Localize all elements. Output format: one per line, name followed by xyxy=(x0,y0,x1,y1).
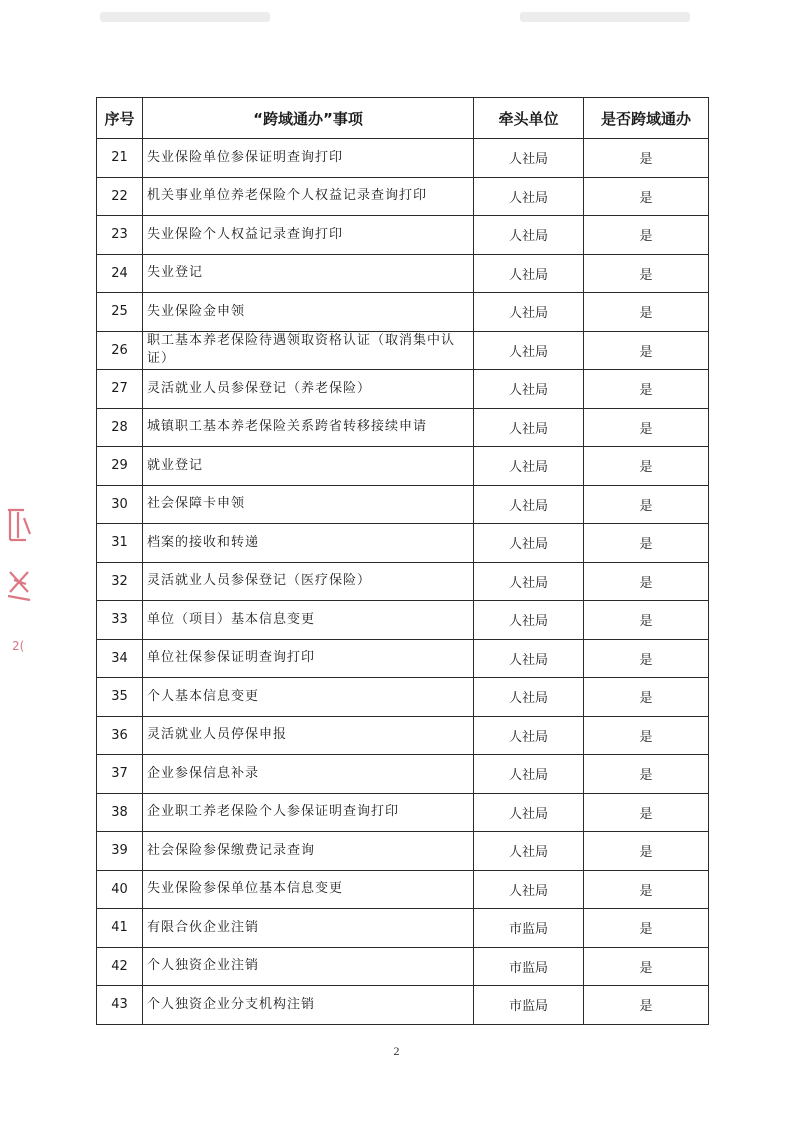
row-item-name: 个人独资企业注销 xyxy=(143,947,474,986)
row-lead-department: 人社局 xyxy=(474,485,584,524)
row-cross-region-flag: 是 xyxy=(584,139,709,178)
table-row xyxy=(97,716,709,755)
row-lead-department: 人社局 xyxy=(474,447,584,486)
table-row xyxy=(97,485,709,524)
row-cross-region-flag: 是 xyxy=(584,216,709,255)
row-item-name: 社会保险参保缴费记录查询 xyxy=(143,832,474,871)
table-row xyxy=(97,639,709,678)
row-lead-department: 人社局 xyxy=(474,254,584,293)
row-lead-department: 人社局 xyxy=(474,639,584,678)
row-cross-region-flag: 是 xyxy=(584,254,709,293)
row-serial-number: 43 xyxy=(97,986,143,1025)
row-lead-department: 人社局 xyxy=(474,716,584,755)
row-serial-number: 30 xyxy=(97,485,143,524)
table-row xyxy=(97,177,709,216)
row-lead-department: 人社局 xyxy=(474,331,584,370)
row-serial-number: 28 xyxy=(97,408,143,447)
row-item-name: 城镇职工基本养老保险关系跨省转移接续申请 xyxy=(143,408,474,447)
header-serial-number: 序号 xyxy=(97,98,143,139)
row-serial-number: 25 xyxy=(97,293,143,332)
table-row xyxy=(97,139,709,178)
row-lead-department: 人社局 xyxy=(474,832,584,871)
row-cross-region-flag: 是 xyxy=(584,909,709,948)
table-row xyxy=(97,832,709,871)
row-serial-number: 24 xyxy=(97,254,143,293)
row-lead-department: 人社局 xyxy=(474,870,584,909)
row-item-name: 失业保险金申领 xyxy=(143,293,474,332)
table-header-row xyxy=(97,98,709,139)
row-item-name: 失业保险单位参保证明查询打印 xyxy=(143,139,474,178)
row-cross-region-flag: 是 xyxy=(584,524,709,563)
table-row xyxy=(97,293,709,332)
row-serial-number: 40 xyxy=(97,870,143,909)
scan-header-smudge-left xyxy=(100,12,270,22)
table-row xyxy=(97,524,709,563)
row-cross-region-flag: 是 xyxy=(584,485,709,524)
row-cross-region-flag: 是 xyxy=(584,408,709,447)
row-item-name: 失业保险个人权益记录查询打印 xyxy=(143,216,474,255)
red-seal-fragment xyxy=(4,500,34,670)
row-cross-region-flag: 是 xyxy=(584,716,709,755)
scan-header-smudge-right xyxy=(520,12,690,22)
row-lead-department: 人社局 xyxy=(474,293,584,332)
row-serial-number: 36 xyxy=(97,716,143,755)
row-lead-department: 市监局 xyxy=(474,947,584,986)
row-item-name: 个人基本信息变更 xyxy=(143,678,474,717)
table-row xyxy=(97,370,709,409)
row-serial-number: 29 xyxy=(97,447,143,486)
row-cross-region-flag: 是 xyxy=(584,986,709,1025)
row-serial-number: 26 xyxy=(97,331,143,370)
row-item-name: 单位（项目）基本信息变更 xyxy=(143,601,474,640)
cross-region-items-table xyxy=(96,97,709,1025)
seal-partial-text: 2( xyxy=(12,639,25,653)
table-row xyxy=(97,909,709,948)
header-item: “跨域通办”事项 xyxy=(143,98,474,139)
row-serial-number: 38 xyxy=(97,793,143,832)
row-item-name: 企业职工养老保险个人参保证明查询打印 xyxy=(143,793,474,832)
row-serial-number: 32 xyxy=(97,562,143,601)
row-serial-number: 41 xyxy=(97,909,143,948)
row-lead-department: 人社局 xyxy=(474,755,584,794)
row-lead-department: 人社局 xyxy=(474,562,584,601)
row-item-name: 职工基本养老保险待遇领取资格认证（取消集中认证） xyxy=(143,331,474,370)
row-cross-region-flag: 是 xyxy=(584,601,709,640)
row-cross-region-flag: 是 xyxy=(584,177,709,216)
row-cross-region-flag: 是 xyxy=(584,370,709,409)
table-row xyxy=(97,793,709,832)
row-serial-number: 31 xyxy=(97,524,143,563)
row-lead-department: 人社局 xyxy=(474,678,584,717)
header-lead-department: 牵头单位 xyxy=(474,98,584,139)
header-cross-region-flag: 是否跨域通办 xyxy=(584,98,709,139)
table-row xyxy=(97,408,709,447)
table-row xyxy=(97,331,709,370)
row-item-name: 灵活就业人员停保申报 xyxy=(143,716,474,755)
row-lead-department: 市监局 xyxy=(474,909,584,948)
row-serial-number: 39 xyxy=(97,832,143,871)
row-item-name: 单位社保参保证明查询打印 xyxy=(143,639,474,678)
table-row xyxy=(97,447,709,486)
row-serial-number: 27 xyxy=(97,370,143,409)
row-lead-department: 人社局 xyxy=(474,216,584,255)
row-cross-region-flag: 是 xyxy=(584,562,709,601)
row-cross-region-flag: 是 xyxy=(584,870,709,909)
row-item-name: 个人独资企业分支机构注销 xyxy=(143,986,474,1025)
table-row xyxy=(97,947,709,986)
page-number: 2 xyxy=(393,1044,400,1058)
row-serial-number: 33 xyxy=(97,601,143,640)
row-serial-number: 34 xyxy=(97,639,143,678)
row-lead-department: 人社局 xyxy=(474,793,584,832)
table-row xyxy=(97,755,709,794)
row-cross-region-flag: 是 xyxy=(584,447,709,486)
row-item-name: 档案的接收和转递 xyxy=(143,524,474,563)
row-cross-region-flag: 是 xyxy=(584,293,709,332)
row-serial-number: 35 xyxy=(97,678,143,717)
table-row xyxy=(97,678,709,717)
row-cross-region-flag: 是 xyxy=(584,947,709,986)
row-cross-region-flag: 是 xyxy=(584,678,709,717)
row-cross-region-flag: 是 xyxy=(584,793,709,832)
row-lead-department: 人社局 xyxy=(474,524,584,563)
row-item-name: 有限合伙企业注销 xyxy=(143,909,474,948)
row-cross-region-flag: 是 xyxy=(584,639,709,678)
row-cross-region-flag: 是 xyxy=(584,331,709,370)
row-serial-number: 37 xyxy=(97,755,143,794)
table-row xyxy=(97,254,709,293)
row-serial-number: 42 xyxy=(97,947,143,986)
table-row xyxy=(97,986,709,1025)
table-row xyxy=(97,216,709,255)
row-item-name: 企业参保信息补录 xyxy=(143,755,474,794)
row-item-name: 机关事业单位养老保险个人权益记录查询打印 xyxy=(143,177,474,216)
row-item-name: 灵活就业人员参保登记（养老保险） xyxy=(143,370,474,409)
row-cross-region-flag: 是 xyxy=(584,755,709,794)
row-item-name: 失业登记 xyxy=(143,254,474,293)
table-row xyxy=(97,601,709,640)
table-body xyxy=(97,139,709,1025)
row-lead-department: 人社局 xyxy=(474,370,584,409)
row-lead-department: 人社局 xyxy=(474,408,584,447)
row-item-name: 就业登记 xyxy=(143,447,474,486)
row-serial-number: 23 xyxy=(97,216,143,255)
row-lead-department: 人社局 xyxy=(474,601,584,640)
row-lead-department: 市监局 xyxy=(474,986,584,1025)
table-row xyxy=(97,870,709,909)
row-serial-number: 22 xyxy=(97,177,143,216)
row-item-name: 社会保障卡申领 xyxy=(143,485,474,524)
row-item-name: 失业保险参保单位基本信息变更 xyxy=(143,870,474,909)
row-cross-region-flag: 是 xyxy=(584,832,709,871)
row-lead-department: 人社局 xyxy=(474,139,584,178)
row-lead-department: 人社局 xyxy=(474,177,584,216)
table-row xyxy=(97,562,709,601)
row-item-name: 灵活就业人员参保登记（医疗保险） xyxy=(143,562,474,601)
row-serial-number: 21 xyxy=(97,139,143,178)
